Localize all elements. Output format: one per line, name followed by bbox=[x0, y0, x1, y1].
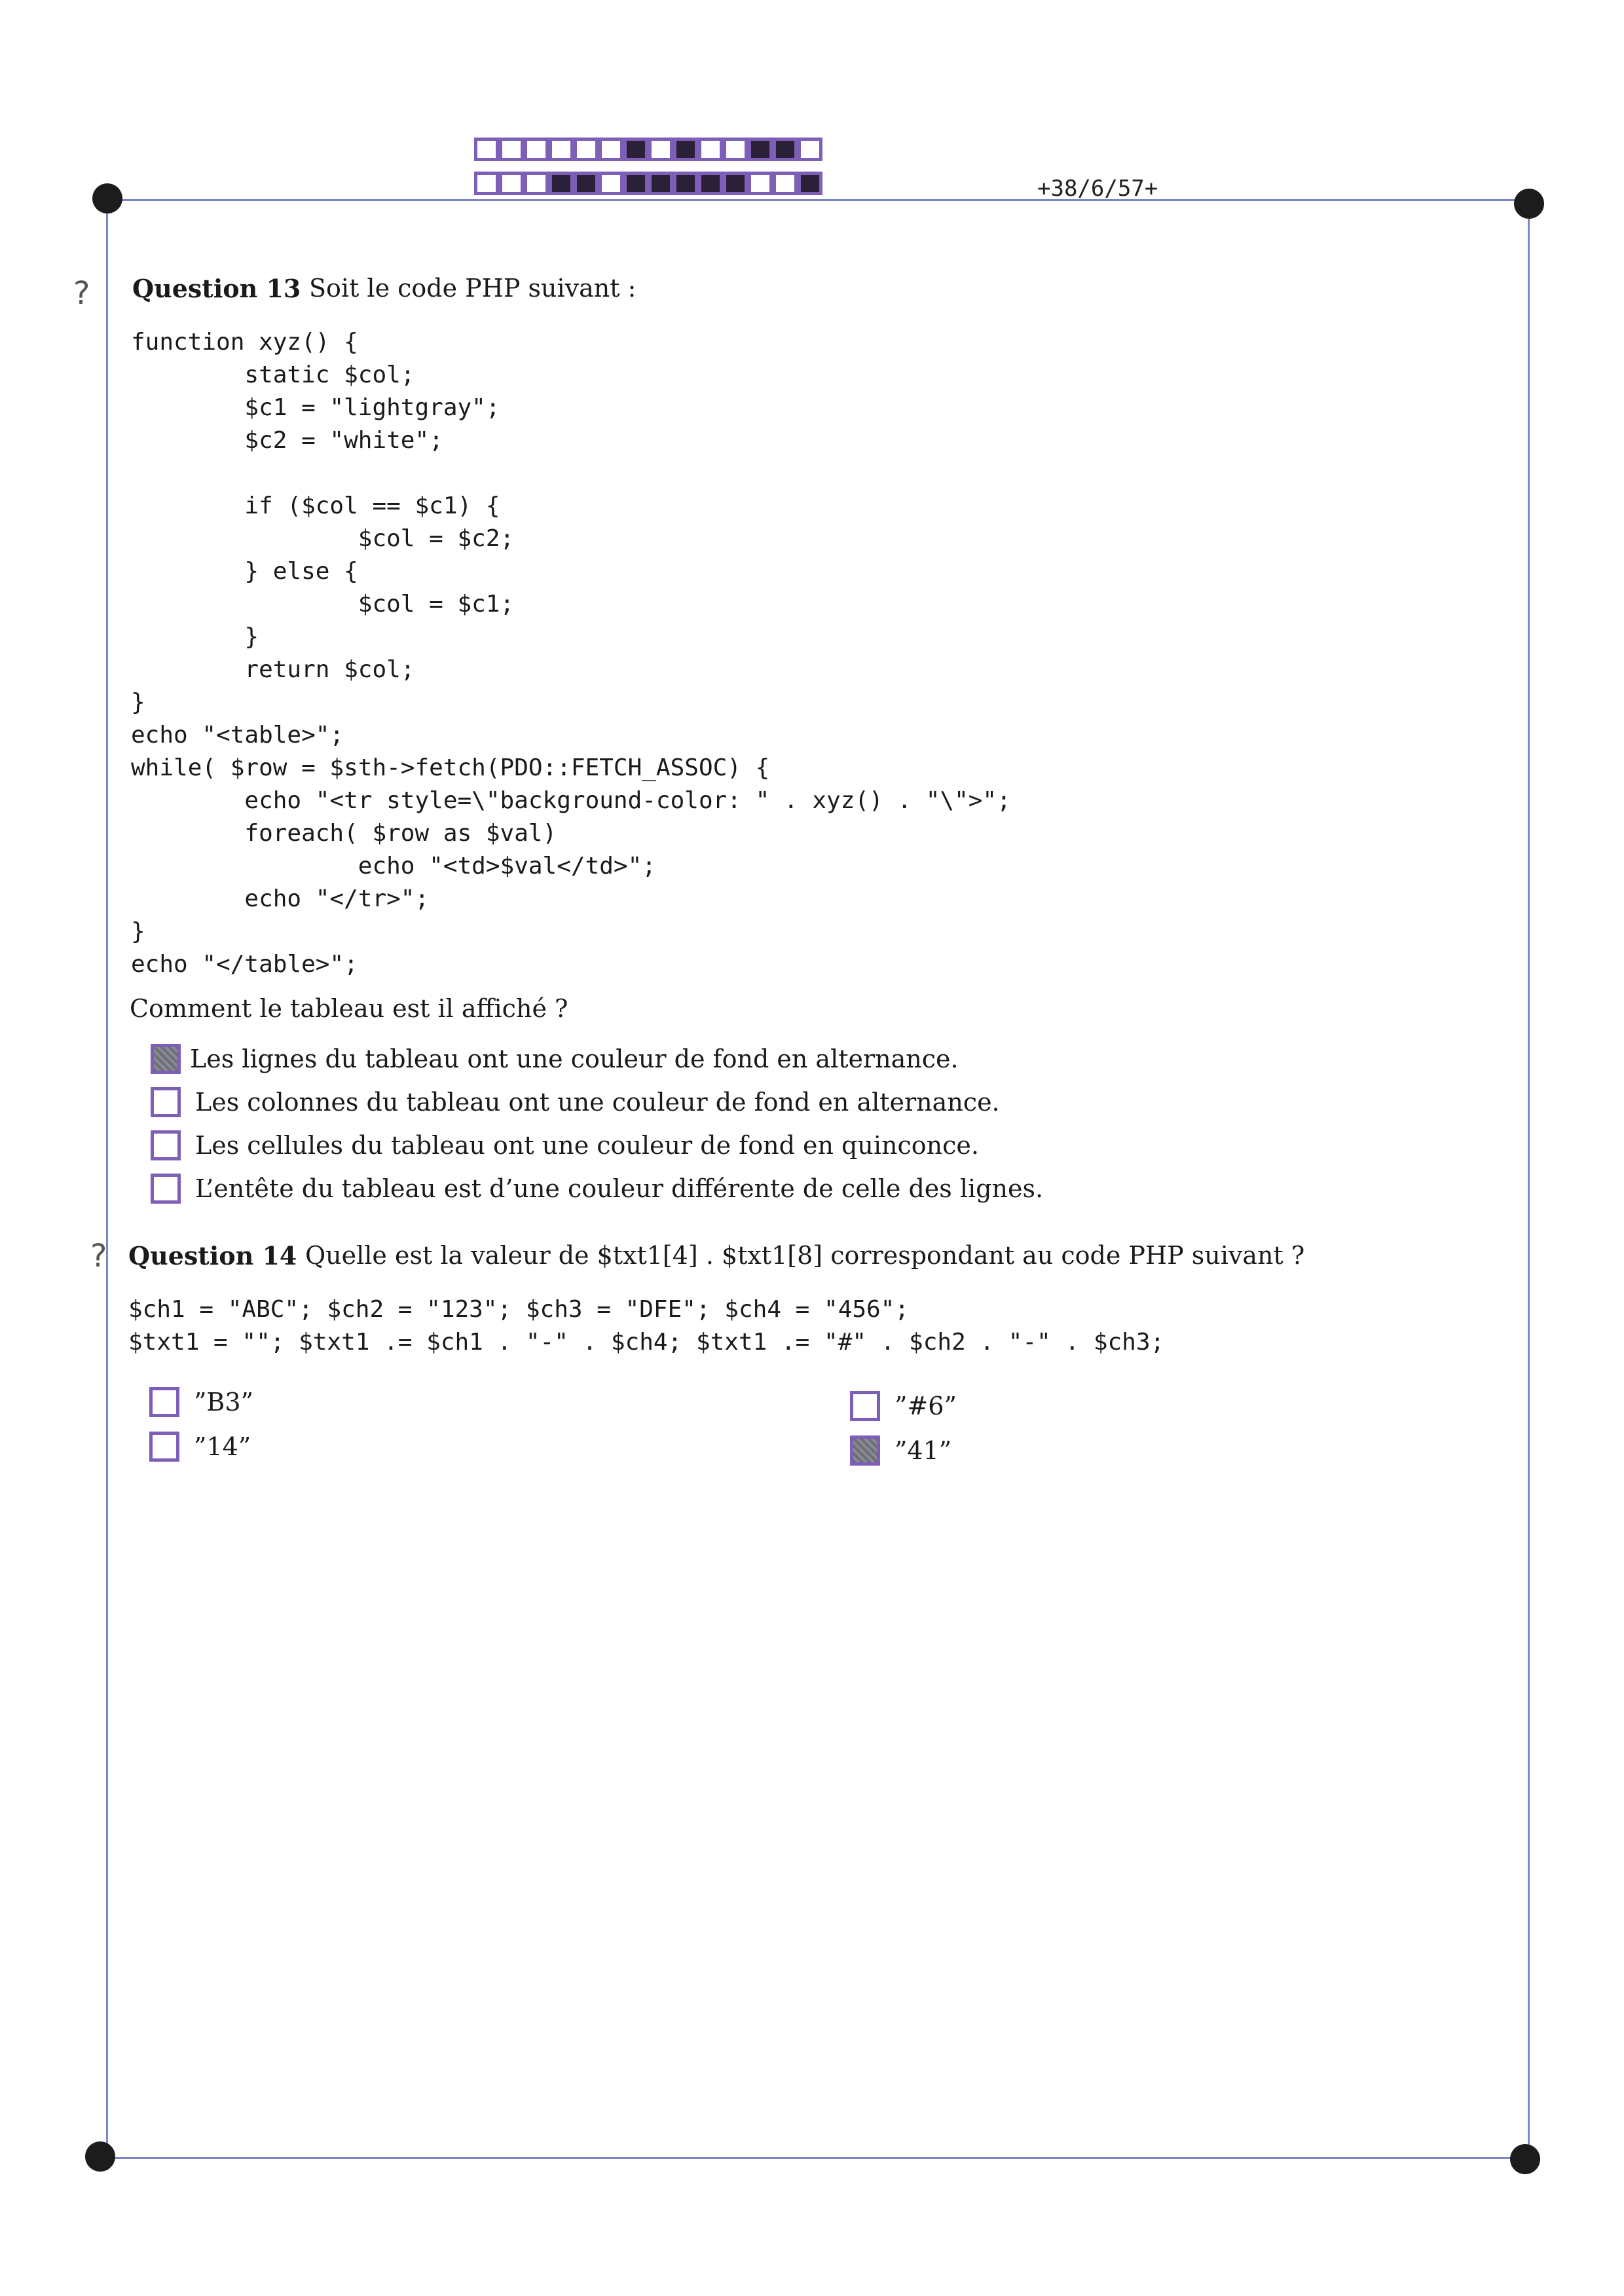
q14-checkbox[interactable] bbox=[850, 1435, 880, 1466]
q13-option-label: Les cellules du tableau ont une couleur de fond en quinconce. bbox=[195, 1131, 979, 1160]
q13-option-label: L’entête du tableau est d’une couleur différente de celle des lignes. bbox=[195, 1174, 1044, 1203]
q14-option-label: ”B3” bbox=[194, 1388, 253, 1416]
corner-mark-bottom-left bbox=[85, 2141, 115, 2172]
barcode-cell bbox=[723, 172, 748, 195]
barcode-cell bbox=[748, 172, 773, 195]
barcode-cell bbox=[524, 138, 549, 161]
question-13-code: function xyz() { static $col; $c1 = "lightgray"; $c2 = "white"; if ($col == $c1) { $col = $c2; } else { $col = $c1; } return $col; } echo "<table>"; while( $row = $sth->fetch(PDO::FETCH_ASSOC) { echo "<tr style=\"background-color: " . xyz() . "\">"; foreach( $row as $val) echo "<td>$val</td>"; echo "</tr>"; } echo "</table>"; bbox=[131, 329, 1011, 978]
q13-option[interactable] bbox=[151, 1087, 1000, 1117]
margin-mark: ? bbox=[90, 1238, 107, 1274]
q13-option[interactable] bbox=[151, 1044, 959, 1074]
q13-checkbox[interactable] bbox=[151, 1044, 181, 1074]
barcode-cell bbox=[474, 172, 499, 195]
frame-left bbox=[106, 199, 108, 2170]
barcode-cell bbox=[574, 138, 599, 161]
barcode-cell bbox=[549, 172, 574, 195]
barcode-cell bbox=[798, 138, 822, 161]
barcode-cell bbox=[549, 138, 574, 161]
frame-top bbox=[108, 199, 1532, 201]
margin-mark: ? bbox=[73, 275, 90, 312]
barcode-cell bbox=[723, 138, 748, 161]
barcode-cell bbox=[698, 172, 723, 195]
barcode-cell bbox=[673, 138, 698, 161]
question-13-intro: Soit le code PHP suivant : bbox=[309, 274, 637, 303]
corner-mark-bottom-right bbox=[1510, 2144, 1540, 2174]
barcode-cell bbox=[623, 172, 648, 195]
barcode-cell bbox=[798, 172, 822, 195]
frame-bottom bbox=[100, 2157, 1530, 2159]
q14-checkbox[interactable] bbox=[149, 1387, 179, 1417]
q13-checkbox[interactable] bbox=[151, 1087, 181, 1117]
q14-option[interactable] bbox=[850, 1435, 951, 1466]
q14-option[interactable] bbox=[149, 1432, 251, 1462]
q14-option-label: ”14” bbox=[194, 1432, 251, 1461]
barcode-cell bbox=[773, 172, 798, 195]
question-14-code: $ch1 = "ABC"; $ch2 = "123"; $ch3 = "DFE"; $ch4 = "456"; $txt1 = ""; $txt1 .= $ch1 . "-" . $ch4; $txt1 .= "#" . $ch2 . "-" . $ch3; bbox=[128, 1296, 1165, 1356]
q14-checkbox[interactable] bbox=[850, 1391, 880, 1421]
q14-option[interactable] bbox=[149, 1387, 253, 1417]
barcode-cell bbox=[623, 138, 648, 161]
barcode-cell bbox=[748, 138, 773, 161]
q13-checkbox[interactable] bbox=[151, 1174, 181, 1204]
barcode-cell bbox=[499, 138, 524, 161]
corner-mark-top-right bbox=[1514, 189, 1544, 219]
frame-right bbox=[1528, 203, 1530, 2173]
page-identifier: +38/6/57+ bbox=[1037, 176, 1158, 202]
barcode-cell bbox=[673, 172, 698, 195]
barcode-cell bbox=[574, 172, 599, 195]
q14-option-label: ”41” bbox=[895, 1436, 952, 1465]
page-barcode-row-2 bbox=[474, 172, 822, 195]
barcode-cell bbox=[648, 138, 673, 161]
q13-option[interactable] bbox=[151, 1130, 979, 1160]
q14-option[interactable] bbox=[850, 1391, 957, 1421]
question-14-title: Question 14 bbox=[128, 1241, 297, 1270]
q13-option-label: Les colonnes du tableau ont une couleur de fond en alternance. bbox=[195, 1088, 1000, 1117]
barcode-cell bbox=[599, 172, 623, 195]
barcode-cell bbox=[474, 138, 499, 161]
barcode-cell bbox=[698, 138, 723, 161]
barcode-cell bbox=[773, 138, 798, 161]
barcode-cell bbox=[524, 172, 549, 195]
corner-mark-top-left bbox=[92, 183, 122, 213]
q14-option-label: ”#6” bbox=[895, 1392, 957, 1420]
page-barcode-row-1 bbox=[474, 138, 822, 161]
question-13-prompt: Comment le tableau est il affiché ? bbox=[130, 994, 568, 1023]
question-13-title: Question 13 bbox=[132, 274, 301, 303]
question-14-intro: Quelle est la valeur de $txt1[4] . $txt1[8] correspondant au code PHP suivant ? bbox=[305, 1241, 1305, 1270]
barcode-cell bbox=[648, 172, 673, 195]
q13-option[interactable] bbox=[151, 1174, 1043, 1204]
q13-checkbox[interactable] bbox=[151, 1130, 181, 1160]
barcode-cell bbox=[499, 172, 524, 195]
barcode-cell bbox=[599, 138, 623, 161]
q14-checkbox[interactable] bbox=[149, 1432, 179, 1462]
q13-option-label: Les lignes du tableau ont une couleur de fond en alternance. bbox=[190, 1045, 959, 1073]
